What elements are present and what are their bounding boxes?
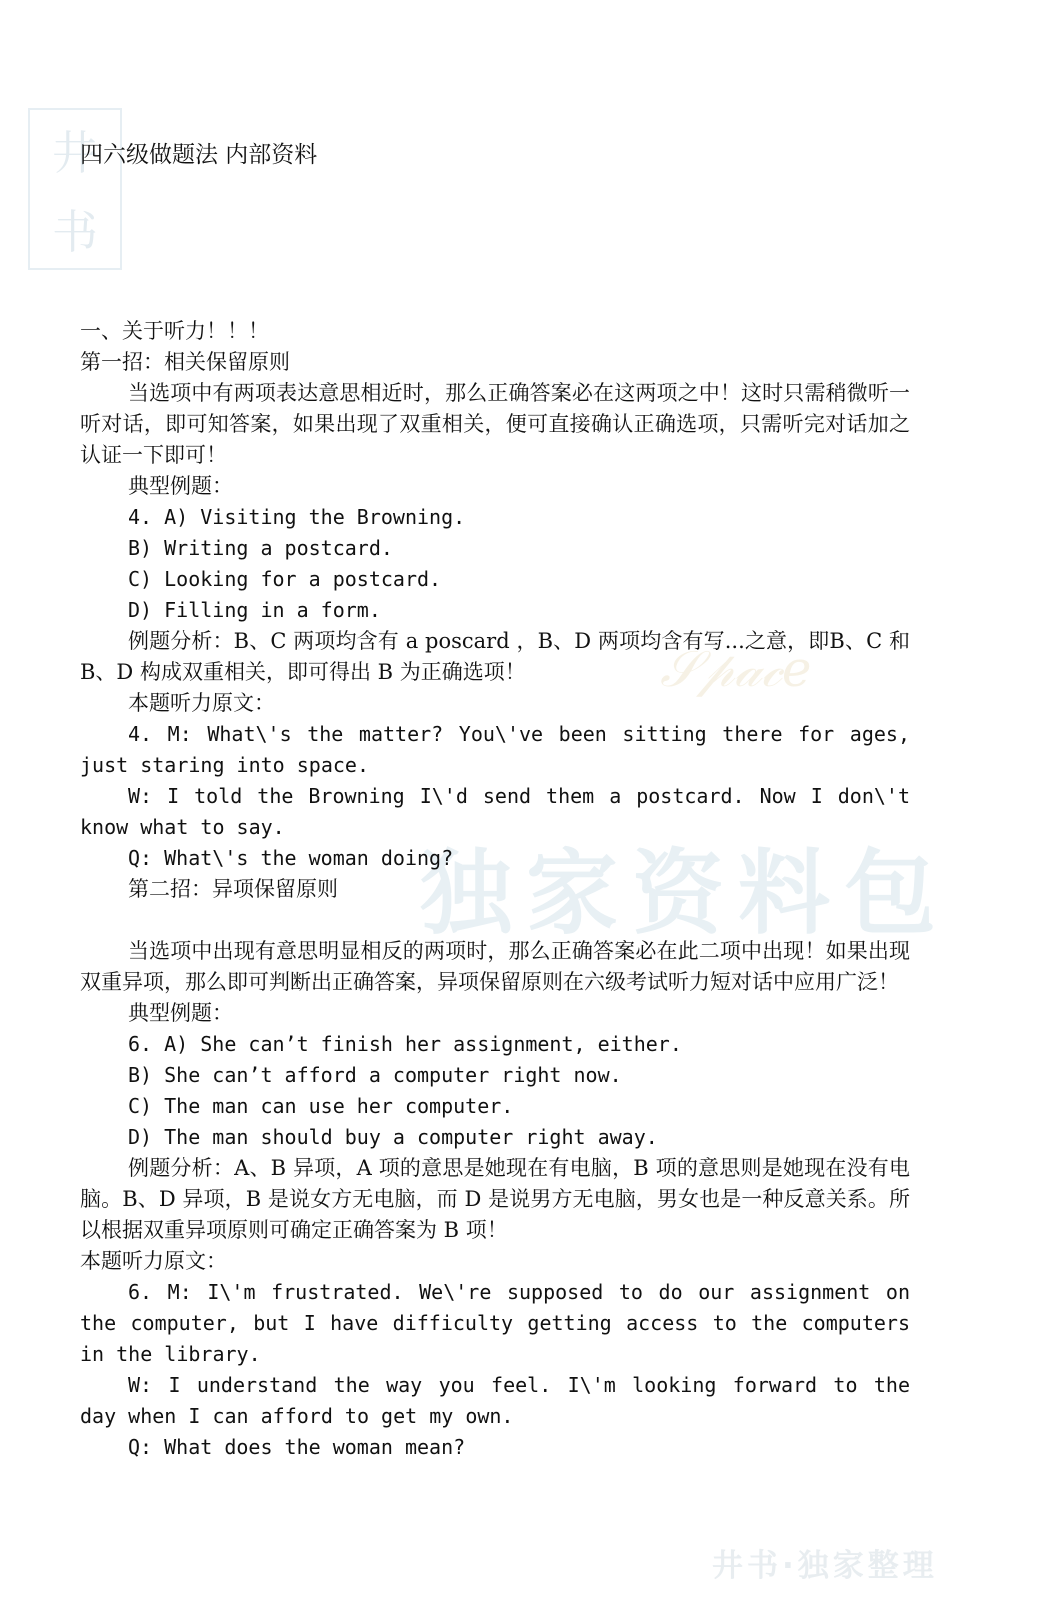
trick1-analysis: 例题分析：B、C 两项均含有 a poscard ，B、D 两项均含有写...之意，即B、C 和 B、D 构成双重相关，即可得出 B 为正确选项！ xyxy=(80,629,910,684)
trick2-transcript-label: 本题听力原文： xyxy=(80,1249,227,1273)
trick1-option-d: D) Filling in a form. xyxy=(128,598,381,622)
trick2-option-c: C) The man can use her computer. xyxy=(128,1094,514,1118)
trick1-transcript-question: Q: What\'s the woman doing? xyxy=(128,846,454,870)
trick2-transcript-man: 6. M: I\'m frustrated. We\'re supposed to do our assignment on the computer, but I have difficulty getting access to the computers in the library. xyxy=(80,1280,910,1366)
document-heading: 四六级做题法 内部资料 xyxy=(80,142,318,168)
seal-watermark xyxy=(28,108,122,270)
trick2-transcript-woman: W: I understand the way you feel. I\'m looking forward to the day when I can afford to get my own. xyxy=(80,1373,910,1428)
center-watermark: 独家资料包 xyxy=(420,840,951,947)
seal-char-bottom: 书 xyxy=(52,204,98,259)
trick2-option-b: B) She can’t afford a computer right now. xyxy=(128,1063,622,1087)
spacer xyxy=(80,905,910,936)
trick2-analysis: 例题分析：A、B 异项，A 项的意思是她现在有电脑，B 项的意思则是她现在没有电脑。B、D 异项，B 是说女方无电脑，而 D 是说男方无电脑，男女也是一种反意关系。所以根据双重异项原则可确定正确答案为 B 项！ xyxy=(80,1156,910,1242)
trick2-example-label: 典型例题： xyxy=(128,1001,233,1025)
trick1-transcript-man: 4. M: What\'s the matter? You\'ve been sitting there for ages, just staring into space. xyxy=(80,722,910,777)
document-body xyxy=(80,316,910,1463)
trick2-description: 当选项中出现有意思明显相反的两项时，那么正确答案必在此二项中出现！如果出现双重异项，那么即可判断出正确答案，异项保留原则在六级考试听力短对话中应用广泛！ xyxy=(80,939,910,994)
section-title: 一、关于听力！！！ xyxy=(80,319,269,343)
trick2-option-d: D) The man should buy a computer right away. xyxy=(128,1125,658,1149)
trick2-title: 第二招：异项保留原则 xyxy=(128,877,338,901)
trick1-transcript-woman: W: I told the Browning I\'d send them a postcard. Now I don\'t know what to say. xyxy=(80,784,910,839)
trick2-option-a: 6. A) She can’t finish her assignment, either. xyxy=(128,1032,682,1056)
seal-char-top: 井 xyxy=(52,125,98,180)
trick1-option-a: 4. A) Visiting the Browning. xyxy=(128,505,466,529)
trick1-description: 当选项中有两项表达意思相近时，那么正确答案必在这两项之中！这时只需稍微听一听对话，即可知答案，如果出现了双重相关，便可直接确认正确选项，只需听完对话加之认证一下即可！ xyxy=(80,381,910,467)
script-watermark: 𝒮𝓅𝒶𝒸𝑒 xyxy=(660,640,812,698)
trick2-transcript-question: Q: What does the woman mean? xyxy=(128,1435,466,1459)
trick1-option-c: C) Looking for a postcard. xyxy=(128,567,442,591)
footer-watermark: 井书·独家整理 xyxy=(712,1548,938,1584)
trick1-transcript-label: 本题听力原文： xyxy=(128,691,275,715)
trick1-option-b: B) Writing a postcard. xyxy=(128,536,393,560)
trick1-title: 第一招：相关保留原则 xyxy=(80,350,290,374)
trick1-example-label: 典型例题： xyxy=(128,474,233,498)
